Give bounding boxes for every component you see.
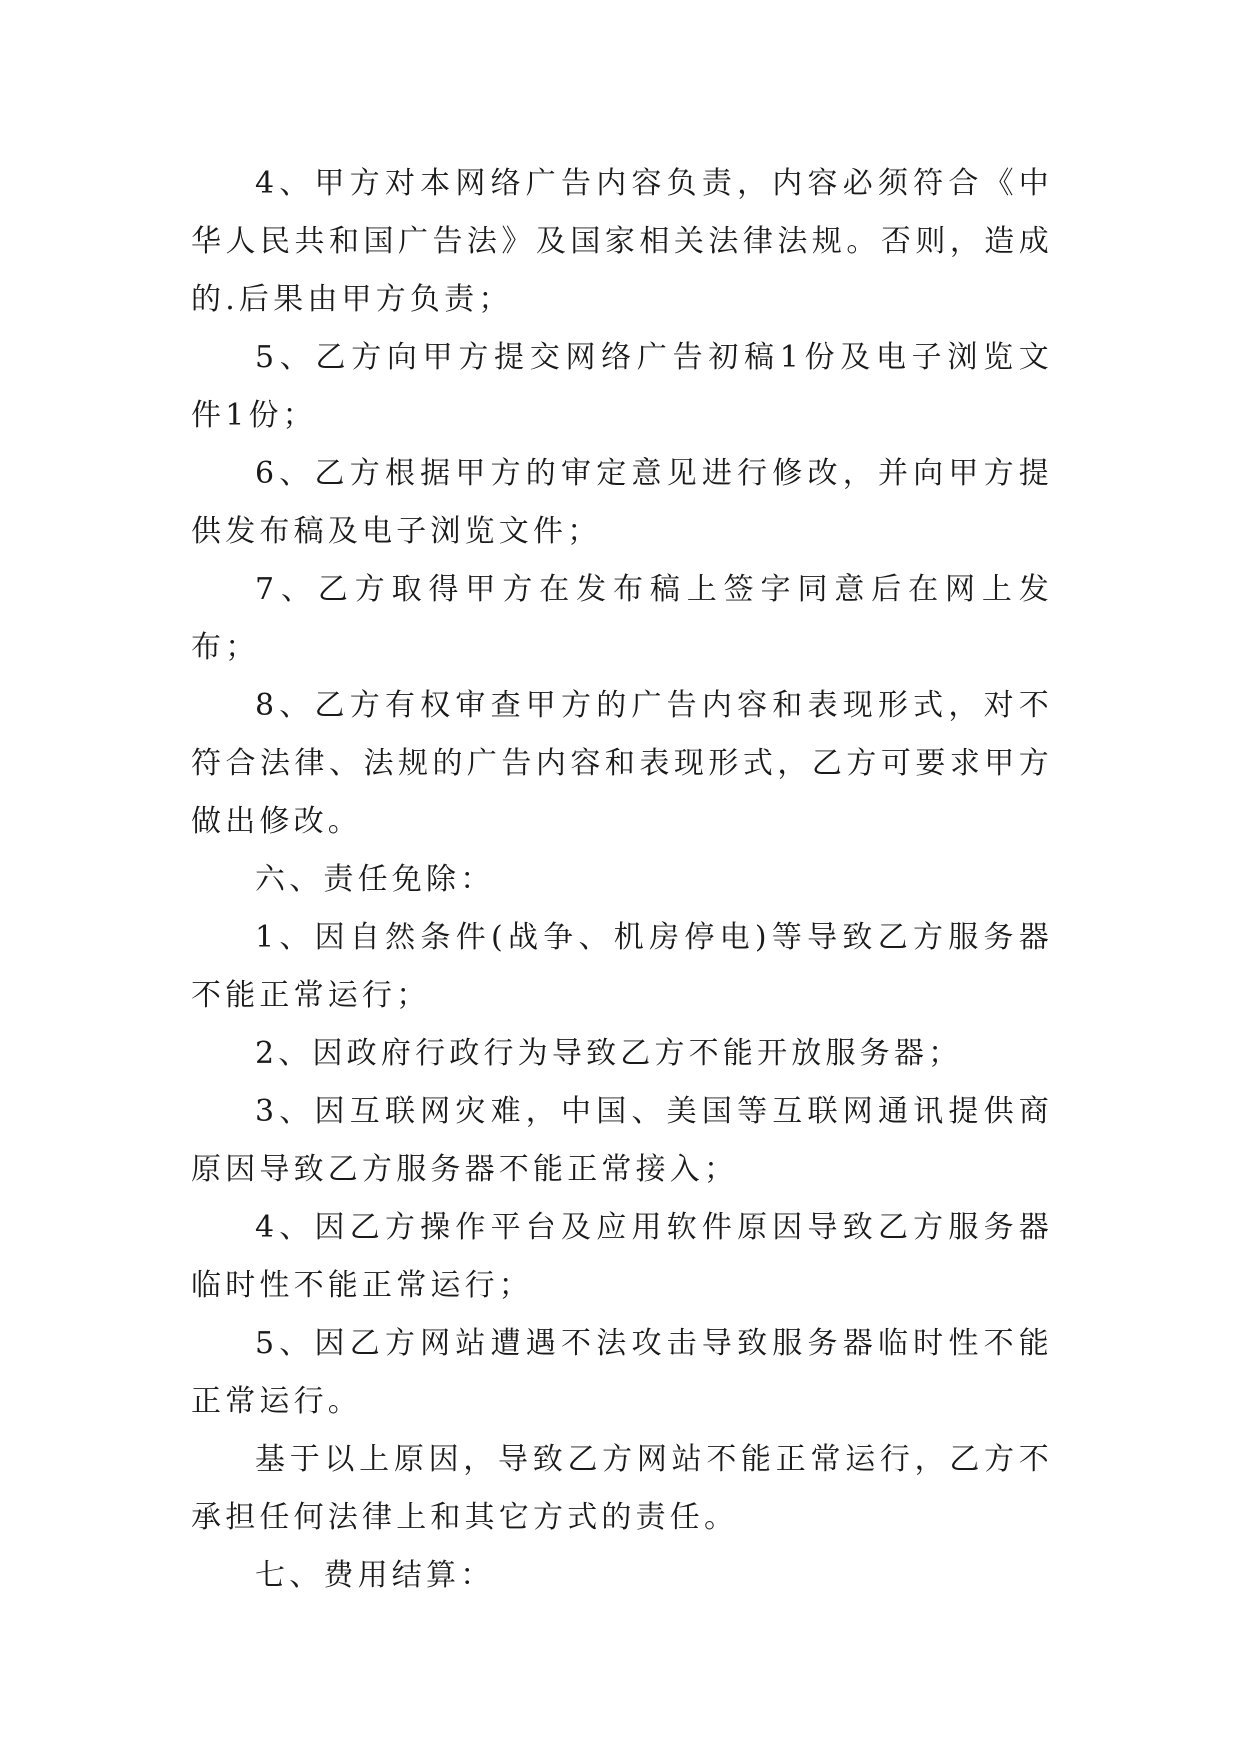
clause-paragraph: 5、乙方向甲方提交网络广告初稿1份及电子浏览文件1份； — [191, 340, 1053, 433]
clause-paragraph: 4、因乙方操作平台及应用软件原因导致乙方服务器临时性不能正常运行； — [191, 1210, 1053, 1303]
section-heading: 七、费用结算： — [255, 1558, 495, 1593]
clause-paragraph: 5、因乙方网站遭遇不法攻击导致服务器临时性不能正常运行。 — [191, 1326, 1053, 1419]
clause-paragraph: 基于以上原因，导致乙方网站不能正常运行，乙方不承担任何法律上和其它方式的责任。 — [191, 1442, 1053, 1535]
clause-paragraph: 2、因政府行政行为导致乙方不能开放服务器； — [255, 1036, 963, 1071]
clause-paragraph: 7、乙方取得甲方在发布稿上签字同意后在网上发布； — [191, 572, 1053, 665]
clause-paragraph: 6、乙方根据甲方的审定意见进行修改，并向甲方提供发布稿及电子浏览文件； — [191, 456, 1053, 549]
section-heading: 六、责任免除： — [255, 862, 495, 897]
clause-paragraph: 8、乙方有权审查甲方的广告内容和表现形式，对不符合法律、法规的广告内容和表现形式，乙方可要求甲方做出修改。 — [191, 688, 1053, 839]
clause-paragraph: 3、因互联网灾难，中国、美国等互联网通讯提供商原因导致乙方服务器不能正常接入； — [191, 1094, 1053, 1187]
clause-paragraph: 1、因自然条件(战争、机房停电)等导致乙方服务器不能正常运行； — [191, 920, 1053, 1013]
clause-paragraph: 4、甲方对本网络广告内容负责，内容必须符合《中华人民共和国广告法》及国家相关法律法规。否则，造成的.后果由甲方负责； — [191, 166, 1053, 317]
document-body — [191, 155, 1053, 1605]
